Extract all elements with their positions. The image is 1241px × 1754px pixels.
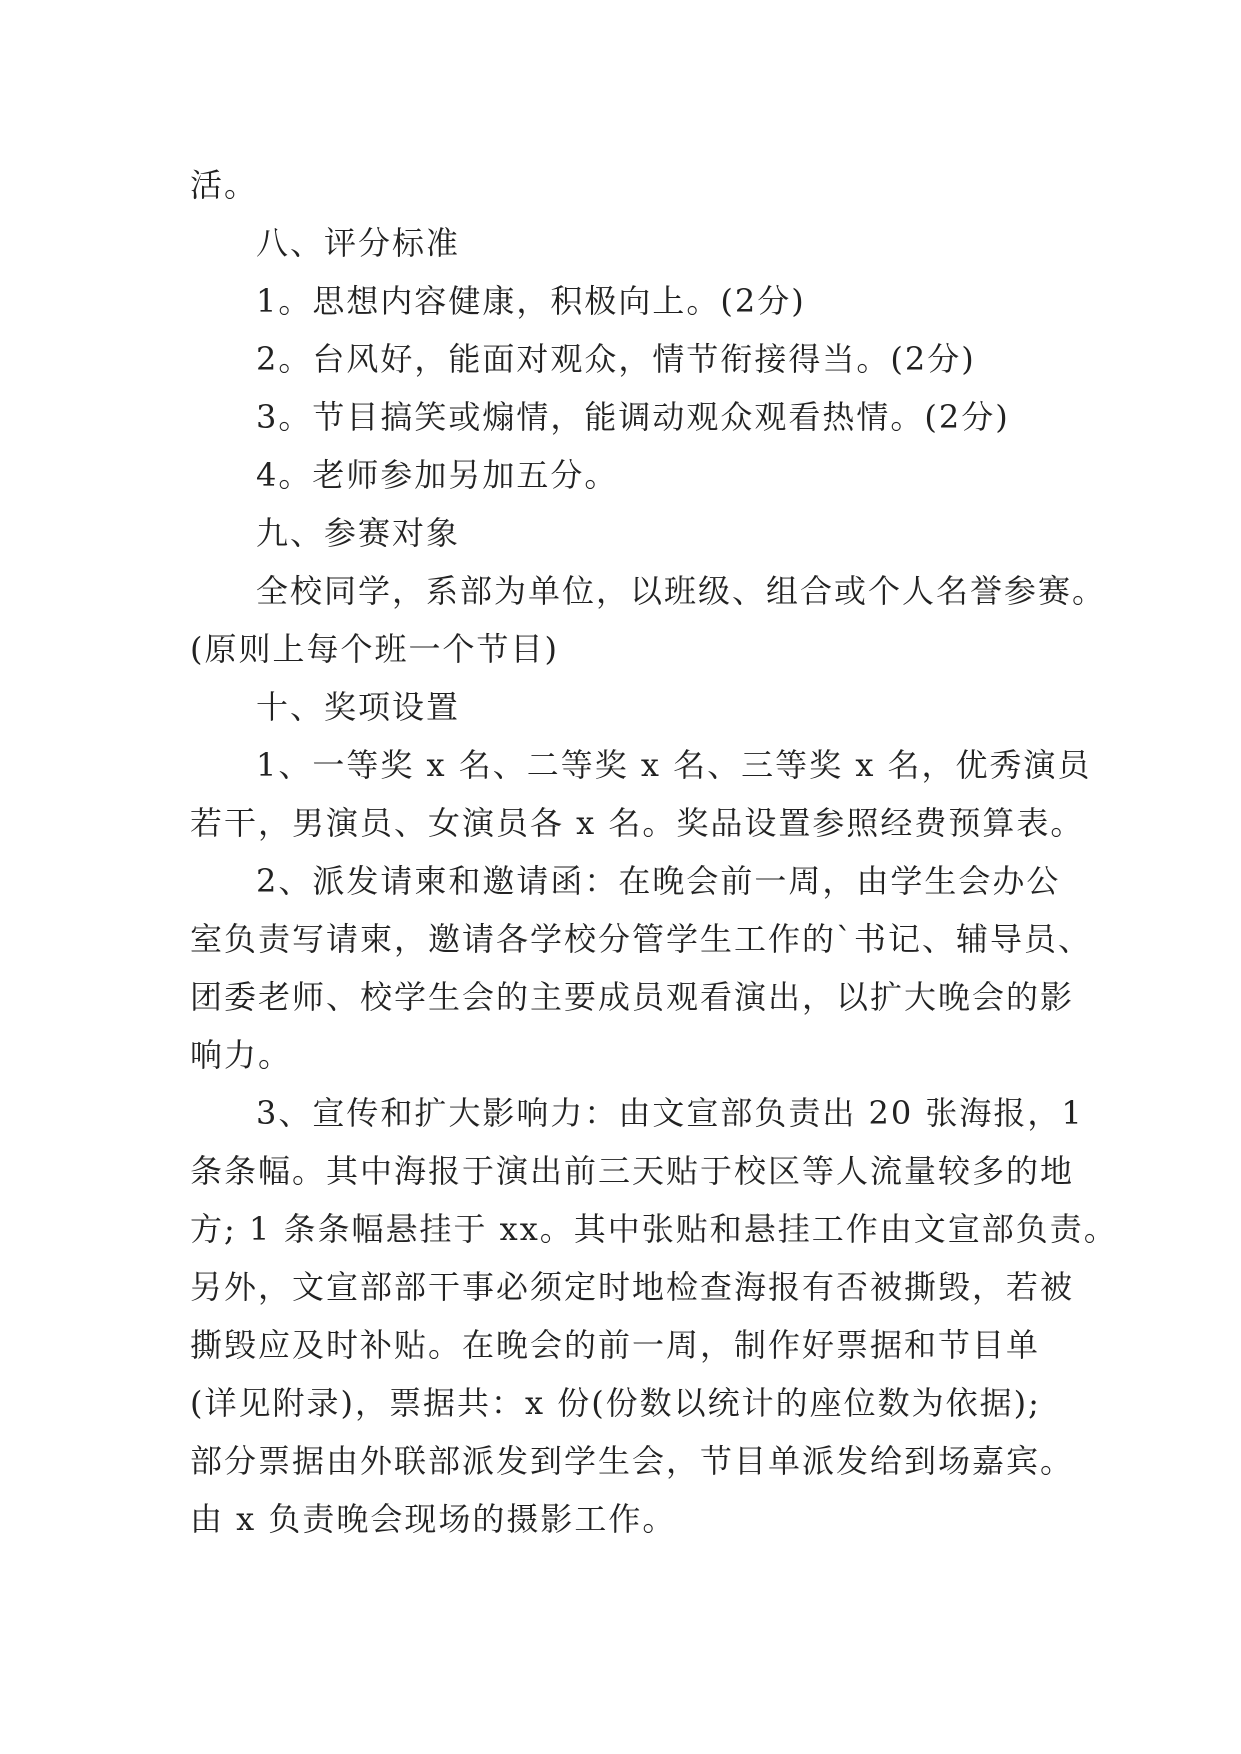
text-line-18: 条条幅。其中海报于演出前三天贴于校区等人流量较多的地 xyxy=(190,1152,1075,1190)
text-line-19: 方; 1 条条幅悬挂于 xx。其中张贴和悬挂工作由文宣部负责。 xyxy=(190,1210,1118,1248)
text-line-5: 3。节目搞笑或煽情，能调动观众观看热情。(2分) xyxy=(256,398,1010,436)
section-heading-10: 十、奖项设置 xyxy=(256,688,461,726)
text-line-14: 室负责写请柬，邀请各学校分管学生工作的`书记、辅导员、 xyxy=(190,920,1093,958)
text-line-3: 1。思想内容健康，积极向上。(2分) xyxy=(256,282,806,320)
text-line-12: 若干，男演员、女演员各 x 名。奖品设置参照经费预算表。 xyxy=(190,804,1085,842)
section-heading-9: 九、参赛对象 xyxy=(256,514,461,552)
text-line-24: 由 x 负责晚会现场的摄影工作。 xyxy=(190,1500,677,1538)
text-line-15: 团委老师、校学生会的主要成员观看演出，以扩大晚会的影 xyxy=(190,978,1075,1016)
text-line-8: 全校同学，系部为单位，以班级、组合或个人名誉参赛。 xyxy=(256,572,1107,610)
text-line-17: 3、宣传和扩大影响力：由文宣部负责出 20 张海报，1 xyxy=(256,1094,1084,1132)
text-line-16: 响力。 xyxy=(190,1036,293,1074)
text-line-13: 2、派发请柬和邀请函：在晚会前一周，由学生会办公 xyxy=(256,862,1061,900)
text-line-20: 另外，文宣部部干事必须定时地检查海报有否被撕毁，若被 xyxy=(190,1268,1075,1306)
text-line-9: (原则上每个班一个节目) xyxy=(190,630,559,668)
text-line-22: (详见附录)，票据共：x 份(份数以统计的座位数为依据); xyxy=(190,1384,1041,1422)
text-line-11: 1、一等奖 x 名、二等奖 x 名、三等奖 x 名，优秀演员 xyxy=(256,746,1092,784)
text-line-23: 部分票据由外联部派发到学生会，节目单派发给到场嘉宾。 xyxy=(190,1442,1075,1480)
text-line-4: 2。台风好，能面对观众，情节衔接得当。(2分) xyxy=(256,340,976,378)
text-line-21: 撕毁应及时补贴。在晚会的前一周，制作好票据和节目单 xyxy=(190,1326,1041,1364)
text-line-6: 4。老师参加另加五分。 xyxy=(256,456,619,494)
section-heading-8: 八、评分标准 xyxy=(256,224,461,262)
text-line-1: 活。 xyxy=(190,166,259,204)
